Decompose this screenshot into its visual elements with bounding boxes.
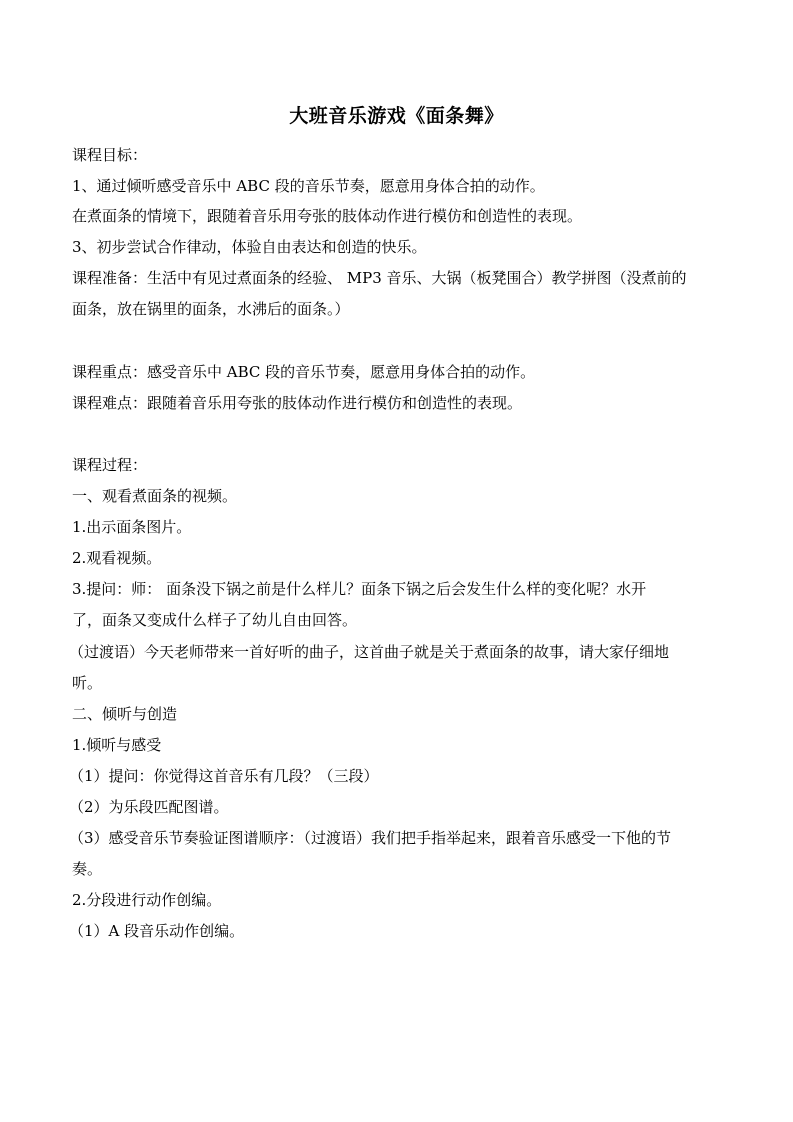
document-title: 大班音乐游戏《面条舞》 (289, 105, 504, 127)
text-line: 1.出示面条图片。 (72, 518, 192, 536)
text-line: 1、通过倾听感受音乐中 ABC 段的音乐节奏，愿意用身体合拍的动作。 (72, 177, 545, 195)
text-line: 面条，放在锅里的面条，水沸后的面条。） (72, 300, 350, 318)
text-line: 课程准备：生活中有见过煮面条的经验、 MP3 音乐、大锅（板凳围合）教学拼图（没煮前的 (72, 269, 687, 287)
text-line: 3.提问：师： 面条没下锅之前是什么样儿？面条下锅之后会发生什么样的变化呢？水开 (72, 580, 647, 598)
text-line: 课程过程： (72, 456, 148, 474)
text-line: 了，面条又变成什么样子了幼儿自由回答。 (72, 611, 358, 629)
text-line: （1）A 段音乐动作创编。 (69, 922, 245, 940)
text-line: 2.分段进行动作创编。 (72, 891, 222, 909)
text-line: 课程重点：感受音乐中 ABC 段的音乐节奏，愿意用身体合拍的动作。 (72, 363, 536, 381)
text-line: （1）提问：你觉得这首音乐有几段？（三段） (69, 767, 379, 785)
text-line: 一、观看煮面条的视频。 (72, 487, 238, 505)
text-line: 课程难点：跟随着音乐用夸张的肢体动作进行模仿和创造性的表现。 (72, 394, 523, 412)
text-line: 1.倾听与感受 (72, 736, 162, 754)
text-line: 听。 (72, 674, 103, 692)
text-line: 2.观看视频。 (72, 549, 162, 567)
text-line: （过渡语）今天老师带来一首好听的曲子，这首曲子就是关于煮面条的故事，请大家仔细地 (69, 643, 670, 661)
text-line: 奏。 (72, 860, 103, 878)
text-line: 课程目标： (72, 146, 148, 164)
text-line: （3）感受音乐节奏验证图谱顺序：（过渡语）我们把手指举起来，跟着音乐感受一下他的节 (69, 829, 672, 847)
text-line: 3、初步尝试合作律动，体验自由表达和创造的快乐。 (72, 238, 427, 256)
text-line: 在煮面条的情境下，跟随着音乐用夸张的肢体动作进行模仿和创造性的表现。 (72, 207, 583, 225)
text-line: （2）为乐段匹配图谱。 (69, 798, 229, 816)
text-line: 二、倾听与创造 (72, 705, 178, 723)
